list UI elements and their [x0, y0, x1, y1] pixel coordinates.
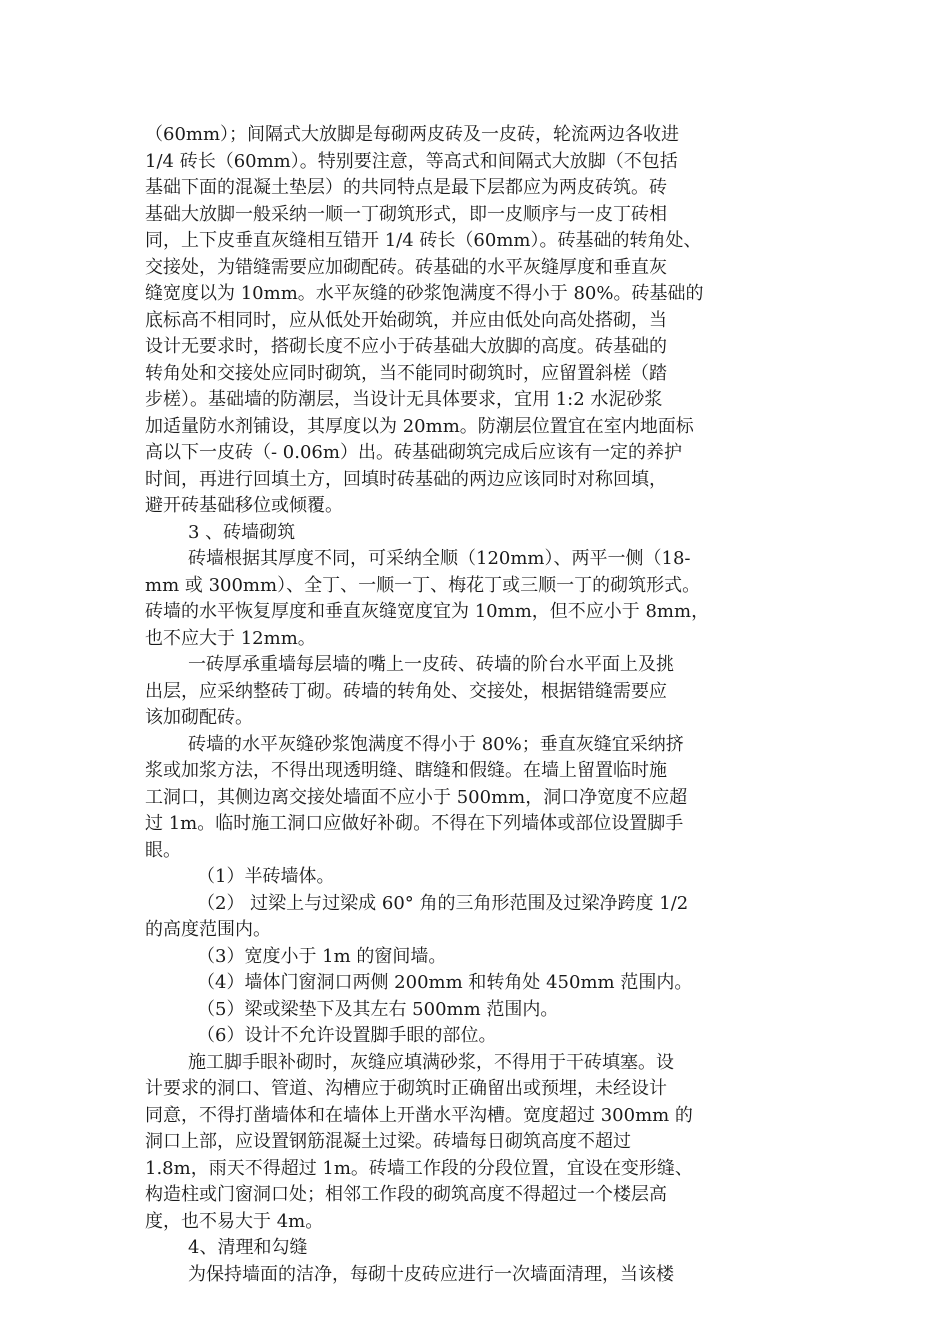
text-line: 1.8m，雨天不得超过 1m。砖墙工作段的分段位置，宜设在变形缝、	[145, 1157, 693, 1179]
text-line: 洞口上部，应设置钢筋混凝土过梁。砖墙每日砌筑高度不超过	[145, 1131, 631, 1152]
text-line: （6）设计不允许设置脚手眼的部位。	[197, 1025, 497, 1046]
text-line: 加适量防水剂铺设，其厚度以为 20mm。防潮层位置宜在室内地面标	[145, 415, 694, 437]
text-line: 高以下一皮砖（- 0.06m）出。砖基础砌筑完成后应该有一定的养护	[145, 442, 682, 463]
text-line: 交接处，为错缝需要应加砌配砖。砖基础的水平灰缝厚度和垂直灰	[145, 256, 667, 278]
text-line: 同意，不得打凿墙体和在墙体上开凿水平沟槽。宽度超过 300mm 的	[145, 1104, 693, 1126]
text-line: 的高度范围内。	[145, 919, 271, 940]
text-line: 计要求的洞口、管道、沟槽应于砌筑时正确留出或预埋，未经设计	[145, 1078, 667, 1099]
text-line: 避开砖基础移位或倾覆。	[145, 495, 343, 516]
text-line: 转角处和交接处应同时砌筑，当不能同时砌筑时，应留置斜槎（踏	[145, 362, 667, 384]
text-line: 眼。	[145, 839, 181, 861]
text-line: 时间，再进行回填土方，回填时砖基础的两边应该同时对称回填，	[145, 468, 667, 490]
text-line: （2） 过梁上与过梁成 60° 角的三角形范围及过梁净跨度 1/2	[197, 892, 689, 914]
text-line: 底标高不相同时，应从低处开始砌筑，并应由低处向高处搭砌，当	[145, 309, 667, 331]
document-body	[145, 122, 805, 1288]
text-line: 基础大放脚一般采纳一顺一丁砌筑形式，即一皮顺序与一皮丁砖相	[145, 203, 667, 225]
text-line: 出层，应采纳整砖丁砌。砖墙的转角处、交接处，根据错缝需要应	[145, 680, 667, 702]
text-line: 过 1m。临时施工洞口应做好补砌。不得在下列墙体或部位设置脚手	[145, 813, 684, 834]
text-line: 砖墙的水平恢复厚度和垂直灰缝宽度宜为 10mm，但不应小于 8mm，	[145, 601, 710, 622]
text-line: mm 或 300mm）、全丁、一顺一丁、梅花丁或三顺一丁的砌筑形式。	[145, 574, 701, 596]
text-line: 度，也不易大于 4m。	[145, 1210, 324, 1232]
text-line: 1/4 砖长（60mm）。特别要注意，等高式和间隔式大放脚（不包括	[145, 150, 678, 172]
text-line: （1）半砖墙体。	[197, 866, 335, 887]
text-line: 一砖厚承重墙每层墙的嘴上一皮砖、砖墙的阶台水平面上及挑	[188, 654, 674, 675]
text-line: 构造柱或门窗洞口处；相邻工作段的砌筑高度不得超过一个楼层高	[145, 1184, 667, 1205]
text-line: （3）宽度小于 1m 的窗间墙。	[197, 945, 447, 967]
text-line: （60mm）；间隔式大放脚是每砌两皮砖及一皮砖，轮流两边各收进	[145, 124, 680, 145]
text-line: 步槎）。基础墙的防潮层，当设计无具体要求，宜用 1:2 水泥砂浆	[145, 389, 663, 410]
text-line: 也不应大于 12mm。	[145, 627, 316, 649]
text-line: 工洞口，其侧边离交接处墙面不应小于 500mm，洞口净宽度不应超	[145, 786, 688, 808]
text-line: 缝宽度以为 10mm。水平灰缝的砂浆饱满度不得小于 80%。砖基础的	[145, 283, 704, 304]
text-line: 设计无要求时，搭砌长度不应小于砖基础大放脚的高度。砖基础的	[145, 336, 667, 357]
text-line: 浆或加浆方法，不得出现透明缝、瞎缝和假缝。在墙上留置临时施	[145, 760, 667, 781]
text-line: 施工脚手眼补砌时，灰缝应填满砂浆，不得用于干砖填塞。设	[188, 1051, 674, 1073]
document-page	[145, 122, 805, 1288]
text-line: 基础下面的混凝土垫层）的共同特点是最下层都应为两皮砖筑。砖	[145, 177, 667, 198]
text-line: 砖墙的水平灰缝砂浆饱满度不得小于 80%；垂直灰缝宜采纳挤	[188, 733, 684, 755]
text-line: 为保持墙面的洁净，每砌十皮砖应进行一次墙面清理，当该楼	[188, 1263, 674, 1285]
text-line: 4、清理和勾缝	[188, 1237, 308, 1258]
text-line: 该加砌配砖。	[145, 707, 253, 728]
text-line: 同，上下皮垂直灰缝相互错开 1/4 砖长（60mm）。砖基础的转角处、	[145, 230, 702, 251]
text-line: （5）梁或梁垫下及其左右 500mm 范围内。	[197, 998, 559, 1020]
text-line: 砖墙根据其厚度不同，可采纳全顺（120mm）、两平一侧（18-	[188, 548, 691, 569]
text-line: 3 、砖墙砌筑	[188, 521, 296, 543]
text-line: （4）墙体门窗洞口两侧 200mm 和转角处 450mm 范围内。	[197, 972, 693, 993]
